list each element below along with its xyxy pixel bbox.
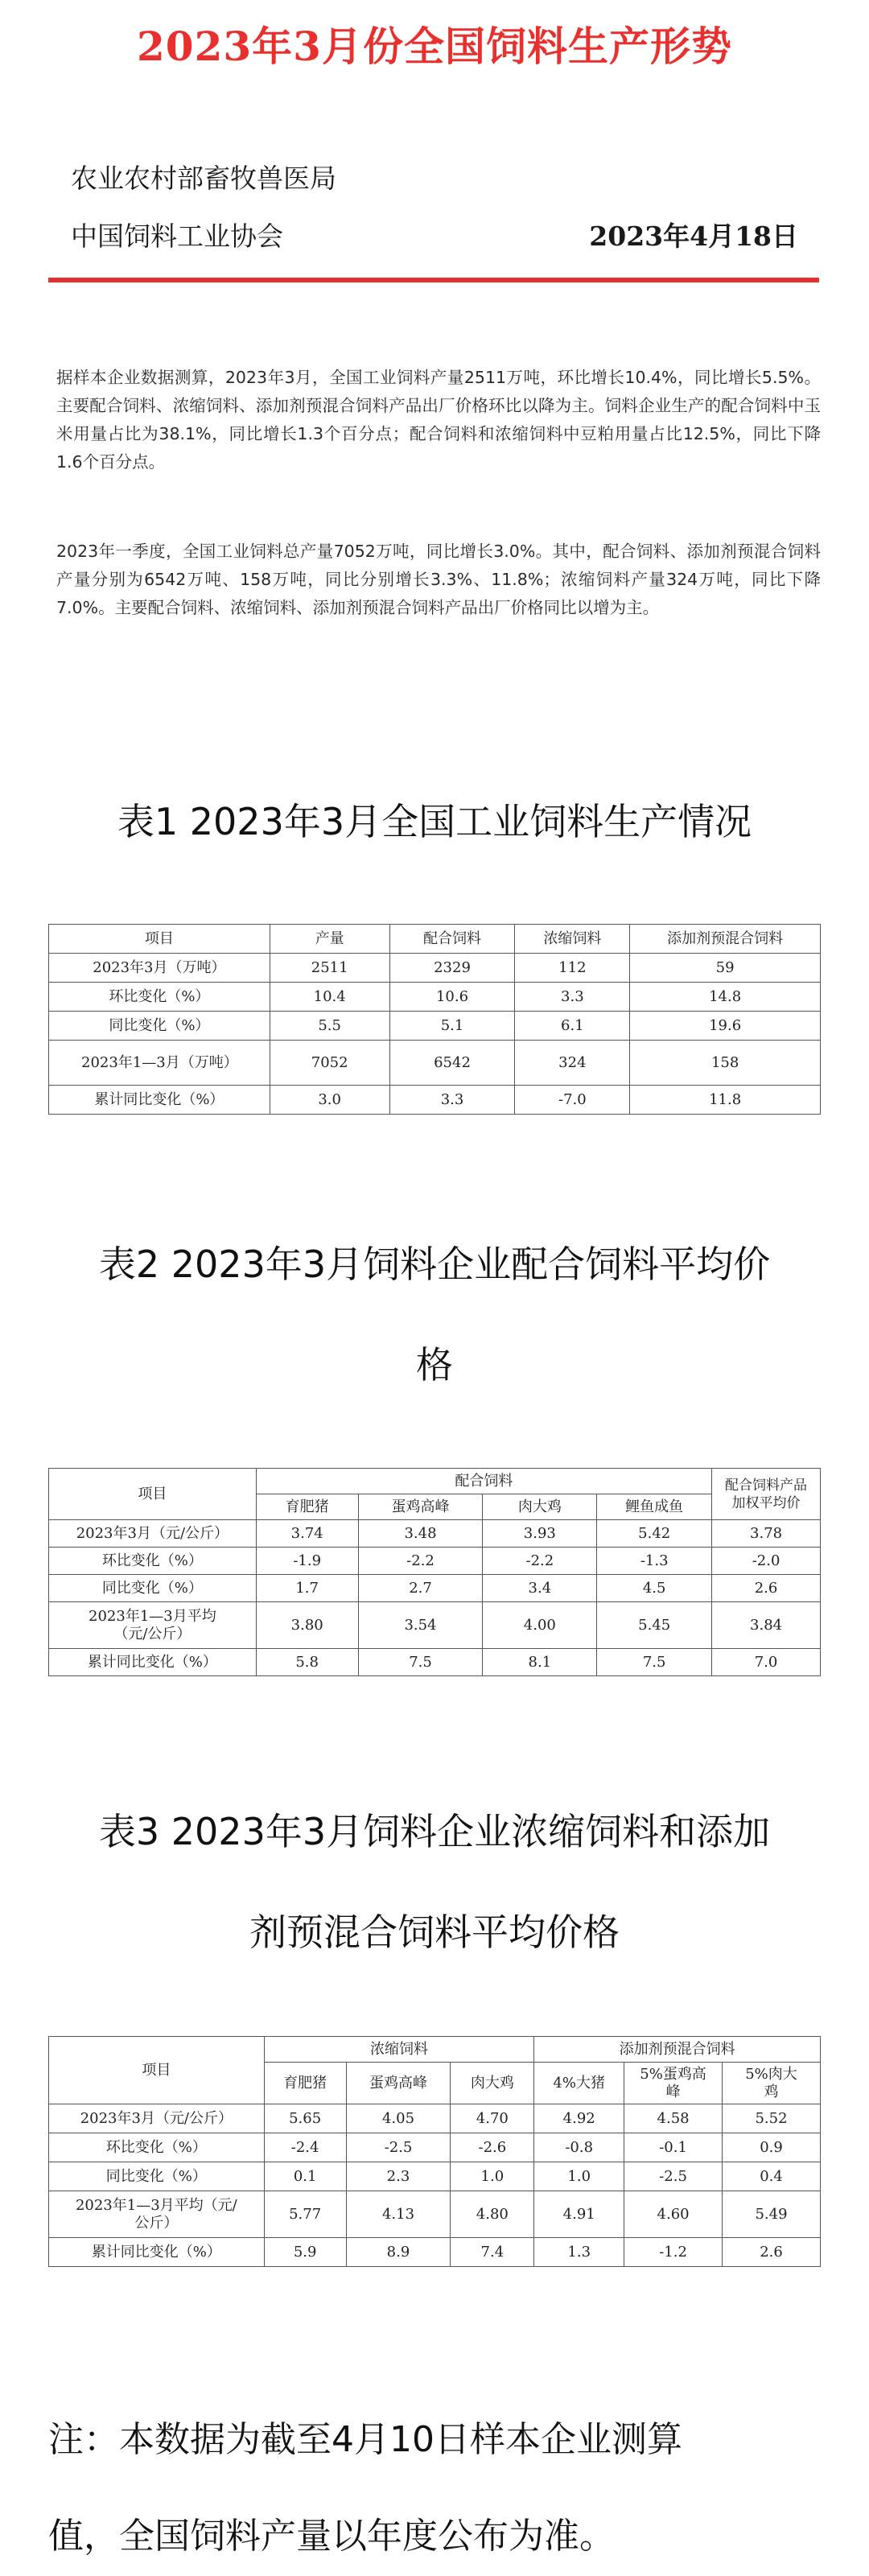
table-cell: 4.80	[451, 2191, 534, 2238]
table-cell: -2.5	[624, 2162, 723, 2191]
table-cell: 7.0	[712, 1649, 821, 1676]
table-cell: -2.5	[346, 2133, 451, 2162]
row-label: 累计同比变化（%）	[49, 1086, 270, 1115]
table-cell: 6.1	[515, 1012, 630, 1041]
table-row	[49, 1041, 821, 1086]
page-title: 2023年3月份全国饲料生产形势	[137, 23, 732, 70]
table-cell: 2.3	[346, 2162, 451, 2191]
table-cell: 2.7	[358, 1575, 483, 1602]
table-cell: 4.05	[346, 2104, 451, 2133]
issuer-association: 中国饲料工业协会	[71, 221, 283, 252]
table-cell: 7.5	[358, 1649, 483, 1676]
table-cell: 5.8	[256, 1649, 358, 1676]
table-subheader: 肉大鸡	[483, 1494, 597, 1520]
table2-caption-line1: 表2 2023年3月饲料企业配合饲料平均价	[98, 1243, 771, 1286]
table-cell: 59	[630, 954, 821, 983]
table-cell: 0.1	[264, 2162, 346, 2191]
row-label: 同比变化（%）	[49, 1012, 270, 1041]
table-cell: 14.8	[630, 983, 821, 1012]
table-cell: 158	[630, 1041, 821, 1086]
table-header: 配合饲料	[389, 925, 515, 954]
table-group-header: 配合饲料	[256, 1469, 711, 1494]
table-subheader: 4%大猪	[534, 2063, 624, 2104]
table-cell: 5.1	[389, 1012, 515, 1041]
table-cell: 2329	[389, 954, 515, 983]
table-subheader: 育肥猪	[256, 1494, 358, 1520]
table-cell: 3.84	[712, 1602, 821, 1649]
table-cell: 4.91	[534, 2191, 624, 2238]
footnote-line2: 值，全国饲料产量以年度公布为准。	[48, 2516, 615, 2557]
table-cell: 5.49	[723, 2191, 821, 2238]
row-label: 累计同比变化（%）	[49, 1649, 257, 1676]
table2	[48, 1468, 821, 1676]
table-cell: 3.48	[358, 1520, 483, 1548]
row-label: 同比变化（%）	[49, 2162, 265, 2191]
table-row	[49, 1520, 821, 1548]
table-cell: 5.42	[597, 1520, 712, 1548]
table-cell: 8.1	[483, 1649, 597, 1676]
table-subheader: 蛋鸡高峰	[358, 1494, 483, 1520]
table-row	[49, 1575, 821, 1602]
table-row	[49, 2133, 821, 2162]
table-cell: -0.8	[534, 2133, 624, 2162]
table-row	[49, 1649, 821, 1676]
table-row	[49, 2162, 821, 2191]
table-cell: -2.2	[483, 1548, 597, 1575]
table-group-header: 添加剂预混合饲料	[534, 2037, 821, 2063]
table-cell: 3.74	[256, 1520, 358, 1548]
table1	[48, 924, 821, 1115]
table-header-row	[49, 925, 821, 954]
table-cell: 8.9	[346, 2238, 451, 2267]
table-cell: 2511	[270, 954, 389, 983]
table-cell: 7.5	[597, 1649, 712, 1676]
row-label: 环比变化（%）	[49, 983, 270, 1012]
table-subheader: 育肥猪	[264, 2063, 346, 2104]
table-cell: 3.3	[515, 983, 630, 1012]
table-cell: -2.2	[358, 1548, 483, 1575]
table-header: 添加剂预混合饲料	[630, 925, 821, 954]
table-cell: 3.0	[270, 1086, 389, 1115]
table-subheader: 5%蛋鸡高峰	[624, 2063, 723, 2104]
table-cell: 10.4	[270, 983, 389, 1012]
table-cell: 4.5	[597, 1575, 712, 1602]
table-cell: -1.3	[597, 1548, 712, 1575]
table-cell: 11.8	[630, 1086, 821, 1115]
table-header: 项目	[49, 2037, 265, 2104]
table-row	[49, 1548, 821, 1575]
table-cell: 112	[515, 954, 630, 983]
table-cell: -2.6	[451, 2133, 534, 2162]
summary-paragraph-2: 2023年一季度，全国工业饲料总产量7052万吨，同比增长3.0%。其中，配合饲料、添加剂预混合饲料产量分别为6542万吨、158万吨，同比分别增长3.3%、11.8%；浓缩饲料产量324万吨，同比下降7.0%。主要配合饲料、浓缩饲料、添加剂预混合饲料产品出厂价格同比以增为主。	[56, 542, 821, 617]
table-cell: 4.92	[534, 2104, 624, 2133]
table-cell: 2.6	[712, 1575, 821, 1602]
table-cell: 5.52	[723, 2104, 821, 2133]
table-cell: 3.54	[358, 1602, 483, 1649]
table-cell: 3.3	[389, 1086, 515, 1115]
table-subheader: 5%肉大鸡	[723, 2063, 821, 2104]
table-cell: 5.45	[597, 1602, 712, 1649]
table-subheader: 蛋鸡高峰	[346, 2063, 451, 2104]
row-label: 环比变化（%）	[49, 2133, 265, 2162]
table-cell: 5.9	[264, 2238, 346, 2267]
table-cell: -2.0	[712, 1548, 821, 1575]
table-cell: 4.00	[483, 1602, 597, 1649]
table-row	[49, 2104, 821, 2133]
table-cell: 3.80	[256, 1602, 358, 1649]
table-group-header: 浓缩饲料	[264, 2037, 534, 2063]
row-label: 2023年3月（元/公斤）	[49, 1520, 257, 1548]
table-subheader: 鲤鱼成鱼	[597, 1494, 712, 1520]
table-cell: 1.0	[534, 2162, 624, 2191]
table-row	[49, 1086, 821, 1115]
table-row	[49, 1012, 821, 1041]
table-cell: 7.4	[451, 2238, 534, 2267]
table-cell: -1.2	[624, 2238, 723, 2267]
table-cell: 3.78	[712, 1520, 821, 1548]
table-row	[49, 954, 821, 983]
header-divider	[48, 278, 819, 282]
row-label: 2023年3月（元/公斤）	[49, 2104, 265, 2133]
table-cell: 2.6	[723, 2238, 821, 2267]
table3-caption-line1: 表3 2023年3月饲料企业浓缩饲料和添加	[98, 1810, 771, 1853]
table-row	[49, 2238, 821, 2267]
summary-paragraph-1: 据样本企业数据测算，2023年3月，全国工业饲料产量2511万吨，环比增长10.4%，同比增长5.5%。主要配合饲料、浓缩饲料、添加剂预混合饲料产品出厂价格环比以降为主。饲料企业生产的配合饲料中玉米用量占比为38.1%，同比增长1.3个百分点；配合饲料和浓缩饲料中豆粕用量占比12.5%，同比下降1.6个百分点。	[56, 368, 821, 472]
row-label: 环比变化（%）	[49, 1548, 257, 1575]
row-label: 2023年1—3月（万吨）	[49, 1041, 270, 1086]
table-cell: 1.3	[534, 2238, 624, 2267]
table-cell: 3.4	[483, 1575, 597, 1602]
table-cell: 0.9	[723, 2133, 821, 2162]
table-cell: 5.5	[270, 1012, 389, 1041]
table-cell: -0.1	[624, 2133, 723, 2162]
table-cell: 5.65	[264, 2104, 346, 2133]
row-label: 同比变化（%）	[49, 1575, 257, 1602]
table-header: 项目	[49, 1469, 257, 1520]
table-cell: 6542	[389, 1041, 515, 1086]
row-label: 累计同比变化（%）	[49, 2238, 265, 2267]
table-cell: 10.6	[389, 983, 515, 1012]
row-label: 2023年3月（万吨）	[49, 954, 270, 983]
table-header-row	[49, 2037, 821, 2063]
publish-date: 2023年4月18日	[589, 221, 798, 252]
table-row	[49, 983, 821, 1012]
table-cell: 4.70	[451, 2104, 534, 2133]
table-cell: 4.58	[624, 2104, 723, 2133]
table-subheader: 肉大鸡	[451, 2063, 534, 2104]
table-row	[49, 2191, 821, 2238]
table-header: 配合饲料产品加权平均价	[712, 1469, 821, 1520]
row-label: 2023年1—3月平均（元/公斤）	[49, 2191, 265, 2238]
table3-caption-line2: 剂预混合饲料平均价格	[249, 1910, 620, 1954]
table-cell: 5.77	[264, 2191, 346, 2238]
table-cell: 7052	[270, 1041, 389, 1086]
table-row	[49, 1602, 821, 1649]
table-cell: 1.0	[451, 2162, 534, 2191]
table-header-row	[49, 1469, 821, 1494]
table-cell: 19.6	[630, 1012, 821, 1041]
table1-caption: 表1 2023年3月全国工业饲料生产情况	[117, 800, 752, 843]
table-cell: 3.93	[483, 1520, 597, 1548]
table-cell: 4.60	[624, 2191, 723, 2238]
table-cell: 0.4	[723, 2162, 821, 2191]
table-cell: 4.13	[346, 2191, 451, 2238]
table-header: 项目	[49, 925, 270, 954]
table2-caption-line2: 格	[416, 1343, 453, 1387]
table-header: 浓缩饲料	[515, 925, 630, 954]
footnote-line1: 注：本数据为截至4月10日样本企业测算	[48, 2419, 682, 2460]
table-cell: 1.7	[256, 1575, 358, 1602]
table-cell: -2.4	[264, 2133, 346, 2162]
row-label: 2023年1—3月平均（元/公斤）	[49, 1602, 257, 1649]
table-cell: -7.0	[515, 1086, 630, 1115]
table-header: 产量	[270, 925, 389, 954]
table-cell: 324	[515, 1041, 630, 1086]
issuer-bureau: 农业农村部畜牧兽医局	[71, 163, 336, 194]
table3	[48, 2036, 821, 2267]
table-cell: -1.9	[256, 1548, 358, 1575]
